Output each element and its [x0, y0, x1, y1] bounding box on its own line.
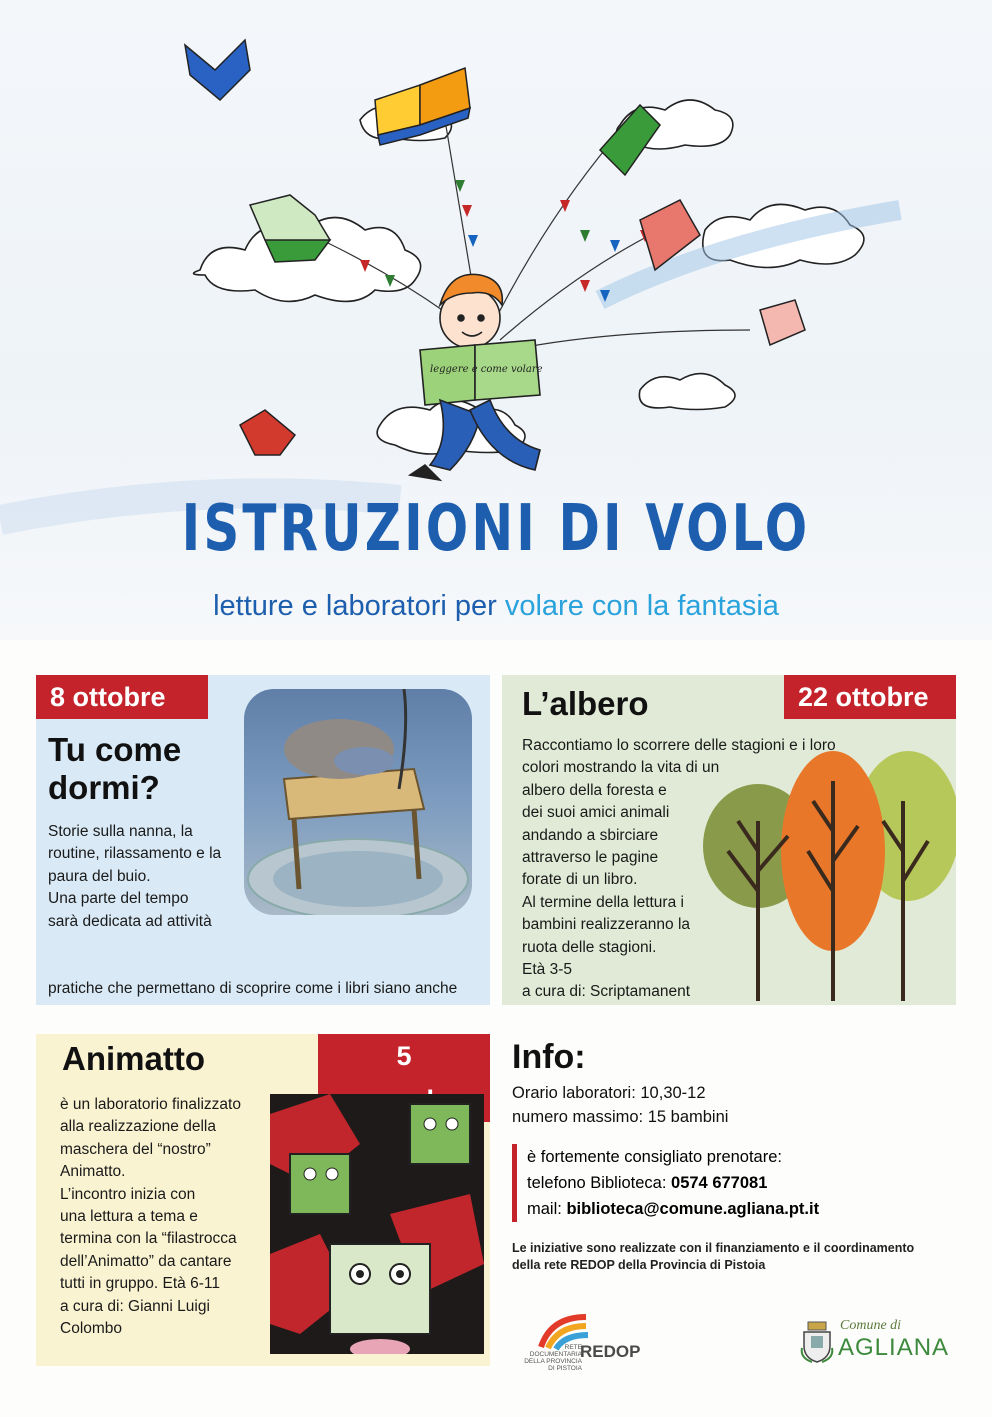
event-description: [522, 735, 942, 1004]
redop-logo-text: REDOP: [580, 1342, 641, 1361]
text-line: Al termine della lettura i: [522, 893, 684, 911]
text-line: Raccontiamo lo scorrere delle stagioni e i loro: [522, 737, 836, 754]
event-description-narrow: [48, 821, 224, 933]
event-title: L’albero: [522, 685, 649, 722]
agliana-logo-text: AGLIANA: [838, 1334, 950, 1361]
text-line: Animatto.: [60, 1163, 126, 1181]
text-line: è un laboratorio finalizzato: [60, 1096, 241, 1113]
text-line: colori mostrando la vita di un: [522, 759, 720, 777]
text-line: albero della foresta e: [522, 781, 667, 799]
event-description: [60, 1094, 254, 1340]
credit-note: [512, 1240, 962, 1274]
text-line: sarà dedicata ad attività: [48, 912, 212, 930]
agliana-crest-icon: [800, 1318, 834, 1364]
text-line: Una parte del tempo: [48, 890, 189, 908]
text-line: Storie sulla nanna, la: [48, 823, 193, 840]
subtitle-part2: volare con la fantasia: [504, 590, 779, 622]
text-line: ruota delle stagioni.: [522, 938, 657, 956]
event-illustration-sleeping: [244, 689, 472, 915]
event-date: 22 ottobre: [784, 675, 956, 719]
text-line: L’incontro inizia con: [60, 1185, 196, 1203]
text-line: paura del buio.: [48, 867, 151, 885]
reservation-note: è fortemente consigliato prenotare:: [527, 1148, 782, 1166]
event-description-wide: [48, 933, 488, 1005]
event-date: 5: [318, 1034, 490, 1122]
text-line: a cura di: Gianni Luigi: [60, 1297, 210, 1315]
text-line: andando a sbirciare: [522, 826, 659, 844]
hero-illustration: [0, 0, 992, 640]
text-line: attraverso le pagine: [522, 849, 659, 867]
text-line: alla realizzazione della: [60, 1118, 216, 1136]
text-line: termina con la “filastrocca: [60, 1230, 237, 1248]
text-line: pratiche che permettano di scoprire come i libri siano anche: [48, 979, 458, 997]
page-subtitle: [0, 590, 992, 623]
text-line: routine, rilassamento e la: [48, 845, 222, 863]
masks-illustration-svg: [270, 1094, 484, 1354]
credit-line: della rete REDOP della Provincia di Pistoia: [512, 1258, 766, 1272]
text-line: bambini realizzeranno la: [522, 916, 691, 934]
sleeping-illustration-svg: [244, 689, 472, 915]
info-title: Info:: [512, 1038, 586, 1076]
mail-line: [527, 1196, 952, 1222]
credit-line: Le iniziative sono realizzate con il finanziamento e il coordinamento: [512, 1241, 915, 1255]
subtitle-part1: letture e laboratori per: [213, 590, 497, 622]
event-card-22-ottobre: [502, 675, 956, 1005]
reservation-block: [512, 1144, 952, 1222]
page-title: ISTRUZIONI DI VOLO: [181, 492, 811, 566]
redop-subtitle: RETE DOCUMENTARIA DELLA PROVINCIA DI PISTOIA: [524, 1344, 582, 1372]
info-numero: numero massimo: 15 bambini: [512, 1108, 729, 1126]
text-line: una lettura a tema e: [60, 1208, 198, 1226]
event-title-line1: Tu come: [48, 731, 182, 768]
phone-number[interactable]: 0574 677081: [671, 1174, 768, 1192]
mail-address[interactable]: biblioteca@comune.agliana.pt.it: [566, 1200, 820, 1218]
text-line: forate di un libro.: [522, 871, 638, 889]
info-section: [512, 1038, 962, 1129]
event-card-5-novembre: [36, 1034, 490, 1366]
mail-label: mail:: [527, 1200, 562, 1218]
phone-line: [527, 1170, 952, 1196]
event-card-8-ottobre: [36, 675, 490, 1005]
text-line: dell’Animatto” da cantare: [60, 1252, 232, 1270]
event-date: 8 ottobre: [36, 675, 208, 719]
text-line: a cura di: Scriptamanent: [522, 983, 691, 1001]
text-line: dei suoi amici animali: [522, 804, 670, 822]
book-illustration-text: leggere è come volare: [430, 364, 543, 375]
event-title-line2: dormi?: [48, 769, 160, 806]
text-line: Età 3-5: [522, 961, 572, 979]
info-orario: Orario laboratori: 10,30-12: [512, 1084, 706, 1102]
text-line: tutti in gruppo. Età 6-11: [60, 1275, 220, 1293]
comune-di-text: Comune di: [840, 1318, 902, 1333]
phone-label: telefono Biblioteca:: [527, 1174, 667, 1192]
event-title: [48, 731, 181, 807]
text-line: maschera del “nostro”: [60, 1140, 211, 1158]
event-illustration-masks: [270, 1094, 484, 1354]
text-line: Colombo: [60, 1320, 123, 1338]
event-title: Animatto: [62, 1040, 205, 1077]
